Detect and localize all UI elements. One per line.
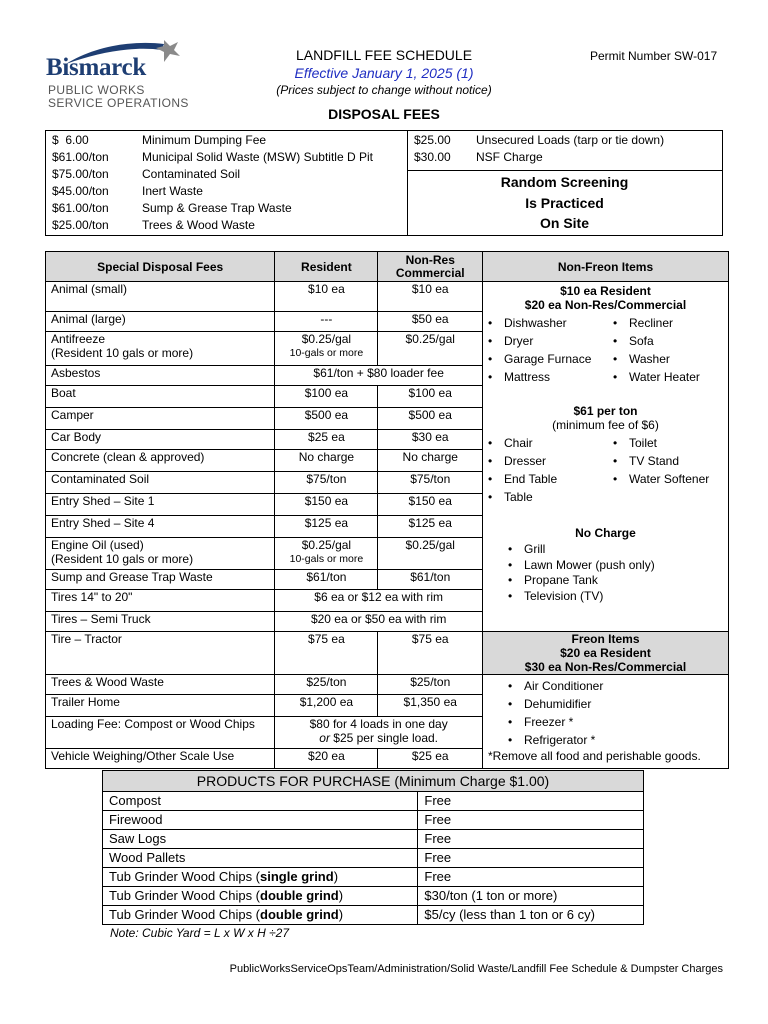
nonfreon-item: • Chair xyxy=(488,436,613,450)
freon-items-cell xyxy=(482,675,728,769)
nonfreon-item: • Dresser xyxy=(488,454,613,468)
product-name-text: Tub Grinder Wood Chips ( xyxy=(109,869,261,884)
special-fee-nonres: $10 ea xyxy=(378,282,483,312)
special-fee-name xyxy=(46,282,275,312)
special-fee-name-note: (Resident 10 gals or more) xyxy=(51,346,194,360)
other-fee-price: $25.00 xyxy=(414,133,451,147)
disposal-fees-box xyxy=(45,130,723,236)
product-row xyxy=(103,792,644,811)
special-fee-name-text: Vehicle Weighing/Other Scale Use xyxy=(51,749,235,763)
nonfreon-group2-l1: $61 per ton xyxy=(573,404,638,418)
screening-line1: Random Screening xyxy=(500,174,629,190)
nonfreon-group2-list xyxy=(488,436,723,504)
special-fee-name-text: Trees & Wood Waste xyxy=(51,675,164,689)
col-nonres-l1: Non-Res xyxy=(405,252,455,267)
disposal-fee-price: $61.00/ton xyxy=(52,201,109,215)
disposal-fee-price: $75.00/ton xyxy=(52,167,109,181)
freon-list xyxy=(508,677,723,749)
special-fee-resident xyxy=(275,675,378,695)
disposal-fee-desc: Municipal Solid Waste (MSW) Subtitle D Pit xyxy=(142,150,373,164)
product-name-close: ) xyxy=(338,907,344,922)
special-fee-name-text: Animal (large) xyxy=(51,312,126,326)
disposal-fee-row xyxy=(46,200,379,217)
col-special: Special Disposal Fees xyxy=(46,252,275,282)
nonfreon-group3-list xyxy=(508,542,723,604)
product-name xyxy=(103,849,418,868)
disposal-fee-desc: Contaminated Soil xyxy=(142,167,241,181)
special-fee-resident xyxy=(275,450,378,472)
special-fee-resident-value: $100 ea xyxy=(304,386,349,400)
special-fee-resident xyxy=(275,332,378,366)
special-fee-nonres: $75/ton xyxy=(378,472,483,494)
nonfreon-group3-l1: No Charge xyxy=(575,526,636,540)
disposal-fee-price: $45.00/ton xyxy=(52,184,109,198)
special-fee-resident-value: $61/ton xyxy=(306,570,347,584)
other-fees-table xyxy=(408,132,670,166)
special-fee-combined xyxy=(275,612,483,632)
col-nonfreon: Non-Freon Items xyxy=(482,252,728,282)
special-fee-nonres: $50 ea xyxy=(378,312,483,332)
nonfreon-item: • Water Heater xyxy=(613,370,723,384)
special-fee-resident-note: 10-gals or more xyxy=(289,553,364,565)
footer-path: PublicWorksServiceOpsTeam/Administration/Solid Waste/Landfill Fee Schedule & Dumpster Charges xyxy=(229,963,723,975)
special-fee-resident-value: $500 ea xyxy=(304,408,349,422)
freon-item: • Air Conditioner xyxy=(508,677,723,695)
special-fee-resident xyxy=(275,408,378,430)
special-fee-name-text: Engine Oil (used) xyxy=(51,538,144,552)
products-table xyxy=(102,770,644,925)
special-fee-combined xyxy=(275,590,483,612)
product-name xyxy=(103,792,418,811)
product-name-text: Wood Pallets xyxy=(109,850,186,865)
special-fee-resident-value: $0.25/gal xyxy=(301,538,352,552)
special-fee-nonres: $500 ea xyxy=(378,408,483,430)
other-fee-price: $30.00 xyxy=(414,150,451,164)
nonfreon-item: • Garage Furnace xyxy=(488,352,613,366)
special-fee-name-text: Tires 14" to 20" xyxy=(51,590,133,604)
disposal-fees-table xyxy=(46,132,379,234)
disposal-fee-desc: Minimum Dumping Fee xyxy=(142,133,267,147)
product-name xyxy=(103,887,418,906)
special-fee-resident-note: 10-gals or more xyxy=(289,347,364,359)
nonfreon-item: • Table xyxy=(488,490,613,504)
special-fee-name xyxy=(46,408,275,430)
products-title: PRODUCTS FOR PURCHASE (Minimum Charge $1.00) xyxy=(103,771,644,792)
product-name xyxy=(103,868,418,887)
special-fee-name-text: Entry Shed – Site 4 xyxy=(51,516,155,530)
special-fee-resident-value: --- xyxy=(320,312,333,326)
product-name-text: Compost xyxy=(109,793,162,808)
col-nonres-l2: Commercial xyxy=(395,265,465,280)
special-fee-resident xyxy=(275,695,378,717)
special-fee-row xyxy=(46,282,729,312)
other-fee-desc: Unsecured Loads (tarp or tie down) xyxy=(476,133,665,147)
special-fee-resident xyxy=(275,430,378,450)
nonfreon-item: • Sofa xyxy=(613,334,723,348)
screening-line3: On Site xyxy=(539,215,589,231)
special-fee-row xyxy=(46,675,729,695)
special-fee-combined-text: $61/ton + $80 loader fee xyxy=(313,366,444,380)
special-fee-resident-value: $75 ea xyxy=(308,632,345,646)
nonfreon-item: • Recliner xyxy=(613,316,723,330)
special-fee-name xyxy=(46,695,275,717)
product-name xyxy=(103,830,418,849)
special-fee-name xyxy=(46,717,275,749)
disposal-fee-row xyxy=(46,149,379,166)
product-price: $30/ton (1 ton or more) xyxy=(418,887,644,906)
screening-line2: Is Practiced xyxy=(525,194,604,211)
special-fee-name xyxy=(46,366,275,386)
special-fee-combined-text2: $25 per single load. xyxy=(329,731,439,745)
freon-note: *Remove all food and perishable goods. xyxy=(487,749,701,763)
nonfreon-item: • Grill xyxy=(508,542,723,558)
special-fee-nonres: $0.25/gal xyxy=(378,332,483,366)
special-fee-name xyxy=(46,516,275,538)
nonfreon-group1-l2: $20 ea Non-Res/Commercial xyxy=(524,298,687,312)
special-fee-name xyxy=(46,632,275,675)
nonfreon-item: • Dishwasher xyxy=(488,316,613,330)
product-name xyxy=(103,906,418,925)
cubic-yard-note: Note: Cubic Yard = L x W x H ÷27 xyxy=(110,926,289,940)
special-fee-resident-value: $0.25/gal xyxy=(301,332,352,346)
special-fee-combined-text: $80 for 4 loads in one day xyxy=(309,717,448,731)
product-row xyxy=(103,811,644,830)
nonfreon-cell xyxy=(482,282,728,632)
nonfreon-item: • Dryer xyxy=(488,334,613,348)
effective-date: Effective January 1, 2025 (1) xyxy=(294,65,474,81)
special-fee-name-text: Animal (small) xyxy=(51,282,128,296)
special-fee-resident xyxy=(275,494,378,516)
page-title: LANDFILL FEE SCHEDULE xyxy=(295,47,473,63)
nonfreon-group1-l1: $10 ea Resident xyxy=(560,284,651,298)
product-row xyxy=(103,830,644,849)
special-fee-name-text: Entry Shed – Site 1 xyxy=(51,494,155,508)
special-fee-name xyxy=(46,538,275,570)
special-fee-resident-value: $25/ton xyxy=(306,675,347,689)
special-fee-nonres: $125 ea xyxy=(378,516,483,538)
other-fee-desc: NSF Charge xyxy=(476,150,543,164)
product-price: $5/cy (less than 1 ton or 6 cy) xyxy=(418,906,644,925)
special-fee-resident-value: $10 ea xyxy=(308,282,345,296)
product-row xyxy=(103,906,644,925)
freon-nonres: $30 ea Non-Res/Commercial xyxy=(524,660,687,674)
special-fee-combined-line2 xyxy=(280,731,477,745)
product-price: Free xyxy=(418,811,644,830)
disposal-fee-row xyxy=(46,217,379,234)
logo-line2: SERVICE OPERATIONS xyxy=(48,96,189,110)
col-resident: Resident xyxy=(275,252,378,282)
logo-name: Bismarck xyxy=(46,54,146,81)
special-fee-row xyxy=(46,632,729,675)
special-fee-name-text: Car Body xyxy=(51,430,102,444)
product-name xyxy=(103,811,418,830)
special-fee-name xyxy=(46,386,275,408)
special-fee-resident-value: No charge xyxy=(298,450,355,464)
other-fee-row xyxy=(408,132,670,149)
freon-item: • Refrigerator * xyxy=(508,731,723,749)
special-fee-name-text: Boat xyxy=(51,386,76,400)
special-fee-name xyxy=(46,472,275,494)
freon-title: Freon Items xyxy=(571,632,640,646)
product-name-text: Tub Grinder Wood Chips ( xyxy=(109,888,261,903)
nonfreon-group2-l2: (minimum fee of $6) xyxy=(552,418,659,432)
special-fee-nonres: $100 ea xyxy=(378,386,483,408)
freon-resident: $20 ea Resident xyxy=(560,646,651,660)
special-fee-combined xyxy=(275,366,483,386)
special-fee-resident-value: $25 ea xyxy=(308,430,345,444)
special-fee-combined-text: $6 ea or $12 ea with rim xyxy=(314,590,444,604)
special-fee-name xyxy=(46,749,275,769)
product-name-text: Tub Grinder Wood Chips ( xyxy=(109,907,261,922)
special-fee-nonres: $61/ton xyxy=(378,570,483,590)
freon-item: • Dehumidifier xyxy=(508,695,723,713)
nonfreon-item: • End Table xyxy=(488,472,613,486)
special-fee-name-text: Tire – Tractor xyxy=(51,632,122,646)
special-fee-name xyxy=(46,312,275,332)
disposal-fee-row xyxy=(46,166,379,183)
special-fee-name xyxy=(46,675,275,695)
product-row xyxy=(103,868,644,887)
product-price: Free xyxy=(418,830,644,849)
special-fee-name-text: Loading Fee: Compost or Wood Chips xyxy=(51,717,255,731)
disposal-fee-price: $25.00/ton xyxy=(52,218,109,232)
special-fee-resident xyxy=(275,538,378,570)
section-title: DISPOSAL FEES xyxy=(328,106,440,122)
product-price: Free xyxy=(418,849,644,868)
special-fee-name xyxy=(46,494,275,516)
special-fee-resident xyxy=(275,632,378,675)
special-fee-name xyxy=(46,450,275,472)
product-price: Free xyxy=(418,792,644,811)
special-fee-combined-text: $20 ea or $50 ea with rim xyxy=(310,612,447,626)
product-name-text: Saw Logs xyxy=(109,831,167,846)
special-fee-name xyxy=(46,590,275,612)
special-fee-nonres: $30 ea xyxy=(378,430,483,450)
special-fee-resident-value: $125 ea xyxy=(304,516,349,530)
logo-line1: PUBLIC WORKS xyxy=(48,83,145,97)
screening-box xyxy=(407,170,722,237)
special-fee-name xyxy=(46,612,275,632)
nonfreon-item: • Lawn Mower (push only) xyxy=(508,558,723,574)
product-grind: single grind xyxy=(260,869,334,884)
product-name-close: ) xyxy=(338,888,344,903)
special-fee-resident xyxy=(275,386,378,408)
disposal-fee-price: $61.00/ton xyxy=(52,150,109,164)
nonfreon-item: • Toilet xyxy=(613,436,723,450)
special-fee-nonres: $0.25/gal xyxy=(378,538,483,570)
special-fee-nonres: $25 ea xyxy=(378,749,483,769)
special-fee-resident-value: $20 ea xyxy=(308,749,345,763)
nonfreon-item: • Water Softener xyxy=(613,472,723,486)
disposal-fee-row xyxy=(46,183,379,200)
nonfreon-item: • Mattress xyxy=(488,370,613,384)
freon-header-cell xyxy=(482,632,728,675)
product-grind: double grind xyxy=(260,888,339,903)
nonfreon-item: • Television (TV) xyxy=(508,589,723,605)
special-fee-resident-value: $1,200 ea xyxy=(299,695,354,709)
disposal-fee-price: $ 6.00 xyxy=(52,133,89,147)
disposal-fee-desc: Sump & Grease Trap Waste xyxy=(142,201,292,215)
special-fee-name-text: Tires – Semi Truck xyxy=(51,612,151,626)
special-fee-resident-value: $150 ea xyxy=(304,494,349,508)
special-fee-nonres: No charge xyxy=(378,450,483,472)
disposal-fee-row xyxy=(46,132,379,149)
product-name-text: Firewood xyxy=(109,812,163,827)
special-fee-nonres: $1,350 ea xyxy=(378,695,483,717)
product-grind: double grind xyxy=(260,907,339,922)
special-fee-name-note: (Resident 10 gals or more) xyxy=(51,552,194,566)
product-row xyxy=(103,887,644,906)
special-fee-name xyxy=(46,430,275,450)
permit-number: Permit Number SW-017 xyxy=(590,49,718,63)
special-fee-name-text: Antifreeze xyxy=(51,332,106,346)
product-row xyxy=(103,849,644,868)
col-nonres xyxy=(378,252,483,282)
special-fee-name-text: Concrete (clean & approved) xyxy=(51,450,205,464)
special-fee-or: or xyxy=(319,731,330,745)
special-fee-resident xyxy=(275,570,378,590)
special-fee-resident-value: $75/ton xyxy=(306,472,347,486)
nonfreon-group1-list xyxy=(488,316,723,384)
special-fee-resident xyxy=(275,282,378,312)
special-fee-name-text: Contaminated Soil xyxy=(51,472,150,486)
special-fee-name-text: Camper xyxy=(51,408,94,422)
special-fee-resident xyxy=(275,516,378,538)
special-fee-combined xyxy=(275,717,483,749)
price-notice: (Prices subject to change without notice) xyxy=(276,83,492,97)
freon-item: • Freezer * xyxy=(508,713,723,731)
product-price: Free xyxy=(418,868,644,887)
nonfreon-item: • Propane Tank xyxy=(508,573,723,589)
nonfreon-item: • TV Stand xyxy=(613,454,723,468)
special-fees-table xyxy=(45,251,729,769)
special-fee-nonres: $150 ea xyxy=(378,494,483,516)
special-fee-name-text: Trailer Home xyxy=(51,695,120,709)
other-fee-row xyxy=(408,149,670,166)
special-fee-resident xyxy=(275,312,378,332)
nonfreon-item: • Washer xyxy=(613,352,723,366)
special-fee-name-text: Sump and Grease Trap Waste xyxy=(51,570,213,584)
special-fee-name xyxy=(46,332,275,366)
disposal-fee-desc: Trees & Wood Waste xyxy=(142,218,255,232)
special-fee-nonres: $25/ton xyxy=(378,675,483,695)
special-fee-name xyxy=(46,570,275,590)
product-name-close: ) xyxy=(333,869,339,884)
special-fee-name-text: Asbestos xyxy=(51,366,101,380)
disposal-fee-desc: Inert Waste xyxy=(142,184,203,198)
special-fee-resident xyxy=(275,749,378,769)
special-fee-nonres: $75 ea xyxy=(378,632,483,675)
special-fee-resident xyxy=(275,472,378,494)
